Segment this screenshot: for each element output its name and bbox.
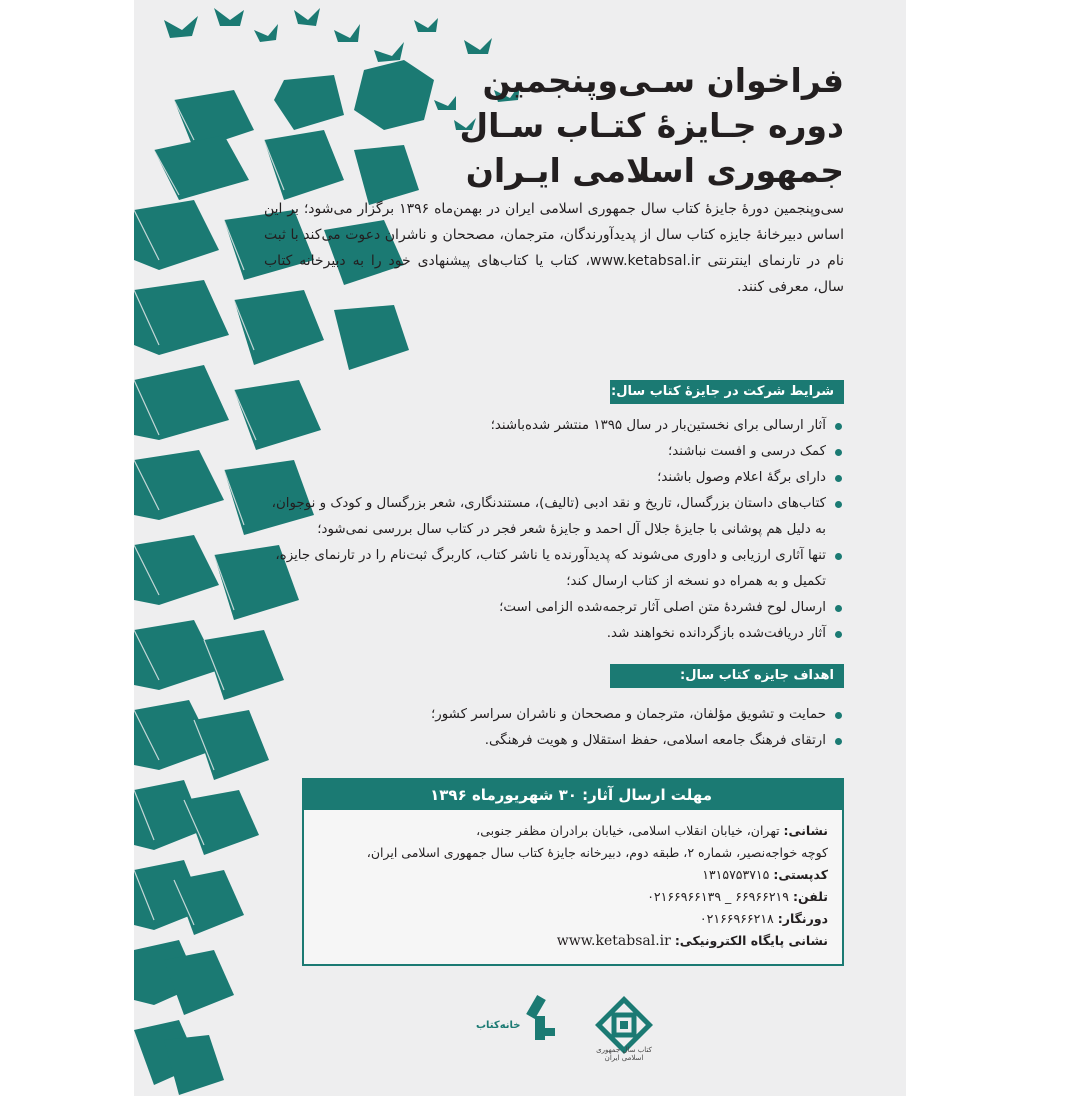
list-item: تنها آثاری ارزیابی و داوری می‌شوند که پدیدآورنده یا ناشر کتاب، کاربرگ ثبت‌نام را در تارنمای جایزه، تکمیل و به همراه دو نسخه از کتاب ارسال کند؛	[264, 543, 844, 595]
poster	[134, 0, 906, 1096]
title-line-3: جمهوری اسلامی ایـران	[465, 151, 844, 190]
postal-code-row	[318, 864, 828, 886]
contact-box	[302, 778, 844, 966]
conditions-heading: شرایط شرکت در جایزۀ کتاب سال:	[610, 380, 844, 404]
list-item: ارسال لوح فشردۀ متن اصلی آثار ترجمه‌شده الزامی است؛	[264, 595, 844, 621]
list-item: دارای برگۀ اعلام وصول باشند؛	[264, 465, 844, 491]
fax-row	[318, 908, 828, 930]
website-link[interactable]: www.ketabsal.ir	[556, 933, 671, 949]
address-line-2: کوچه خواجه‌نصیر، شماره ۲، طبقه دوم، دبیرخانه جایزۀ کتاب سال جمهوری اسلامی ایران،	[366, 845, 828, 860]
phone-label: تلفن:	[792, 889, 828, 904]
page-title	[284, 58, 844, 193]
conditions-list	[264, 413, 844, 647]
deadline-banner: مهلت ارسال آثار: ۳۰ شهریورماه ۱۳۹۶	[304, 780, 842, 810]
list-item: حمایت و تشویق مؤلفان، مترجمان و مصححان و ناشران سراسر کشور؛	[264, 702, 844, 728]
goals-list	[264, 702, 844, 754]
address-line-1	[318, 820, 828, 842]
list-item: کمک درسی و افست نباشند؛	[264, 439, 844, 465]
logo-caption: کتاب سال جمهوری اسلامی ایران	[596, 1046, 652, 1062]
khane-ketab-label: خانه‌کتاب	[476, 1020, 521, 1031]
phone-row	[318, 886, 828, 908]
intro-paragraph: سی‌وپنجمین دورۀ جایزۀ کتاب سال جمهوری اسلامی ایران در بهمن‌ماه ۱۳۹۶ برگزار می‌شود؛ بر این اساس دبیرخانۀ جایزه کتاب سال از پدیدآورندگان، مترجمان، مصححان و ناشران دعوت می‌کند با ثبت نام در تارنمای اینترنتی www.ketabsal.ir، کتاب یا کتاب‌های پیشنهادی خود را به دبیرخانه کتاب سال، معرفی کنند.	[264, 201, 845, 295]
title-line-1: فراخوان سـی‌وپنجمین	[482, 61, 844, 100]
list-item: آثار دریافت‌شده بازگردانده نخواهند شد.	[264, 621, 844, 647]
address-label: نشانی:	[783, 823, 828, 838]
goals-heading: اهداف جایزه کتاب سال:	[610, 664, 844, 688]
fax-value: ۰۲۱۶۶۹۶۶۲۱۸	[699, 911, 774, 926]
title-line-2: دوره جـایزۀ کتـاب سـال	[459, 106, 844, 145]
list-item: ارتقای فرهنگ جامعه اسلامی، حفظ استقلال و هویت فرهنگی.	[264, 728, 844, 754]
poster-content	[264, 0, 845, 1096]
phone-value: ۶۶۹۶۶۲۱۹ _ ۰۲۱۶۶۹۶۶۱۳۹	[647, 889, 789, 904]
postal-value: ۱۳۱۵۷۵۳۷۱۵	[702, 867, 770, 882]
postal-label: کدپستی:	[773, 867, 828, 882]
list-item: آثار ارسالی برای نخستین‌بار در سال ۱۳۹۵ منتشر شده‌باشند؛	[264, 413, 844, 439]
fax-label: دورنگار:	[777, 911, 828, 926]
website-label: نشانی پایگاه الکترونیکی:	[674, 933, 828, 948]
contact-details	[304, 810, 842, 952]
address-value: تهران، خیابان انقلاب اسلامی، خیابان برادران مظفر جنوبی،	[476, 823, 780, 838]
list-item: کتاب‌های داستان بزرگسال، تاریخ و نقد ادبی (تالیف)، مستندنگاری، شعر بزرگسال و کودک و نوجوان، به دلیل هم پوشانی با جایزۀ جلال آل احمد و جایزۀ شعر فجر در کتاب سال بررسی نمی‌شود؛	[264, 491, 844, 543]
website-row	[318, 930, 828, 952]
